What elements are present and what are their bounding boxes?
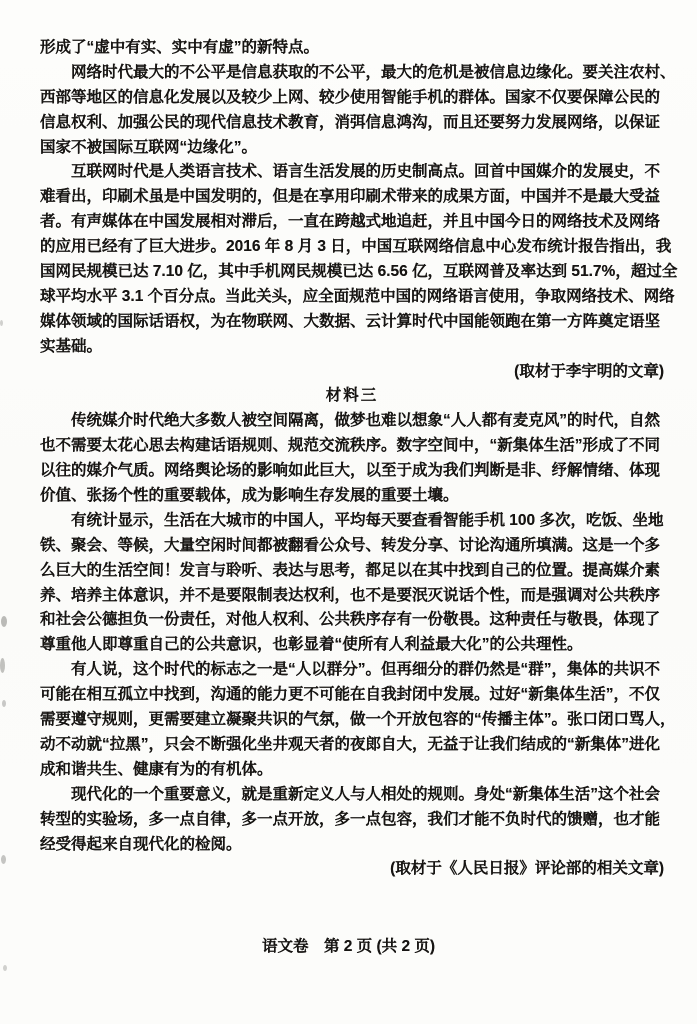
text-line: 经受得起来自现代化的检阅。 <box>40 835 242 853</box>
scan-artifact <box>0 320 3 326</box>
text-line: 实基础。 <box>40 337 103 355</box>
text-line: 尊重他人即尊重自己的公共意识，也彰显着“使所有人利益最大化”的公共理性。 <box>40 636 583 654</box>
text-line: 养、培养主体意识，并不是要限制表达权利，也不是要泯灭说话个性，而是强调对公共秩序 <box>40 586 661 604</box>
document-lines <box>40 36 678 882</box>
page-footer: 语文卷 第 2 页 (共 2 页) <box>261 938 436 955</box>
text-line: 需要遵守规则，更需要建立凝聚共识的气氛，做一个开放包容的“传播主体”。张口闭口骂人， <box>40 711 676 729</box>
text-line: 国网民规模已达 7.10 亿，其中手机网民规模已达 6.56 亿，互联网普及率达到 51.7%，超过全 <box>40 263 678 281</box>
text-line: 铁、聚会、等候，大量空闲时间都被翻看公众号、转发分享、讨论沟通所填满。这是一个多 <box>40 536 661 554</box>
scan-artifact <box>1 616 7 627</box>
text-line: 互联网时代是人类语言技术、语言生活发展的历史制高点。回首中国媒介的发展史，不 <box>40 163 661 181</box>
attribution-line: (取材于李宇明的文章) <box>514 362 664 380</box>
section-heading: 材料三 <box>325 387 379 405</box>
text-line: 和社会公德担负一份责任，对他人权利、公共秩序存有一份敬畏。这种责任与敬畏，体现了 <box>40 611 661 629</box>
text-line: 球平均水平 3.1 个百分点。当此关头，应全面规范中国的网络语言使用，争取网络技术、网络 <box>40 287 675 305</box>
text-line: 价值、张扬个性的重要载体，成为影响生存发展的重要土壤。 <box>40 487 459 505</box>
scan-artifact <box>0 658 5 673</box>
text-line: 国家不被国际互联网“边缘化”。 <box>40 138 258 156</box>
scan-artifact <box>3 965 7 971</box>
text-line: 有人说，这个时代的标志之一是“人以群分”。但再细分的群仍然是“群”，集体的共识不 <box>40 661 661 679</box>
text-line: 动不动就“拉黑”，只会不断强化坐井观天者的夜郎自大，无益于让我们结成的“新集体”进化 <box>40 735 661 753</box>
attribution-line: (取材于《人民日报》评论部的相关文章) <box>390 860 664 878</box>
text-line: 网络时代最大的不公平是信息获取的不公平，最大的危机是被信息边缘化。要关注农村、 <box>40 63 676 81</box>
text-line: 转型的实验场，多一点自律，多一点开放，多一点包容，我们才能不负时代的馈赠，也才能 <box>40 810 661 828</box>
text-line: 现代化的一个重要意义，就是重新定义人与人相处的规则。身处“新集体生活”这个社会 <box>40 785 661 803</box>
scan-artifact <box>2 700 6 707</box>
text-line: 么巨大的生活空间！发言与聆听、表达与思考，都足以在其中找到自己的位置。提高媒介素 <box>40 561 661 579</box>
text-line: 成和谐共生、健康有为的有机体。 <box>40 760 273 778</box>
text-line: 可能在相互孤立中找到，沟通的能力更不可能在自我封闭中发展。过好“新集体生活”，不仅 <box>40 686 661 704</box>
text-line: 也不需要太花心思去构建话语规则、规范交流秩序。数字空间中，“新集体生活”形成了不同 <box>40 437 661 455</box>
text-line: 的应用已经有了巨大进步。2016 年 8 月 3 日，中国互联网络信息中心发布统计报告指出，我 <box>40 238 672 256</box>
text-line: 以往的媒介气质。网络舆论场的影响如此巨大，以至于成为我们判断是非、纾解情绪、体现 <box>40 462 661 480</box>
text-line: 西部等地区的信息化发展以及较少上网、较少使用智能手机的群体。国家不仅要保障公民的 <box>40 88 661 106</box>
text-line: 媒体领域的国际话语权，为在物联网、大数据、云计算时代中国能领跑在第一方阵奠定语坚 <box>40 312 661 330</box>
text-line: 形成了“虚中有实、实中有虚”的新特点。 <box>40 39 320 56</box>
text-line: 传统媒介时代绝大多数人被空间隔离，做梦也难以想象“人人都有麦克风”的时代，自然 <box>40 412 661 430</box>
text-line: 信息权利、加强公民的现代信息技术教育，消弭信息鸿沟，而且还要努力发展网络，以保证 <box>40 113 661 131</box>
text-line: 者。有声媒体在中国发展相对滞后，一直在跨越式地追赶，并且中国今日的网络技术及网络 <box>40 213 661 231</box>
text-line: 有统计显示，生活在大城市的中国人，平均每天要查看智能手机 100 多次，吃饭、坐地 <box>40 511 664 529</box>
scan-artifact <box>1 855 6 864</box>
text-line: 难看出，印刷术虽是中国发明的，但是在享用印刷术带来的成果方面，中国并不是最大受益 <box>40 188 661 206</box>
